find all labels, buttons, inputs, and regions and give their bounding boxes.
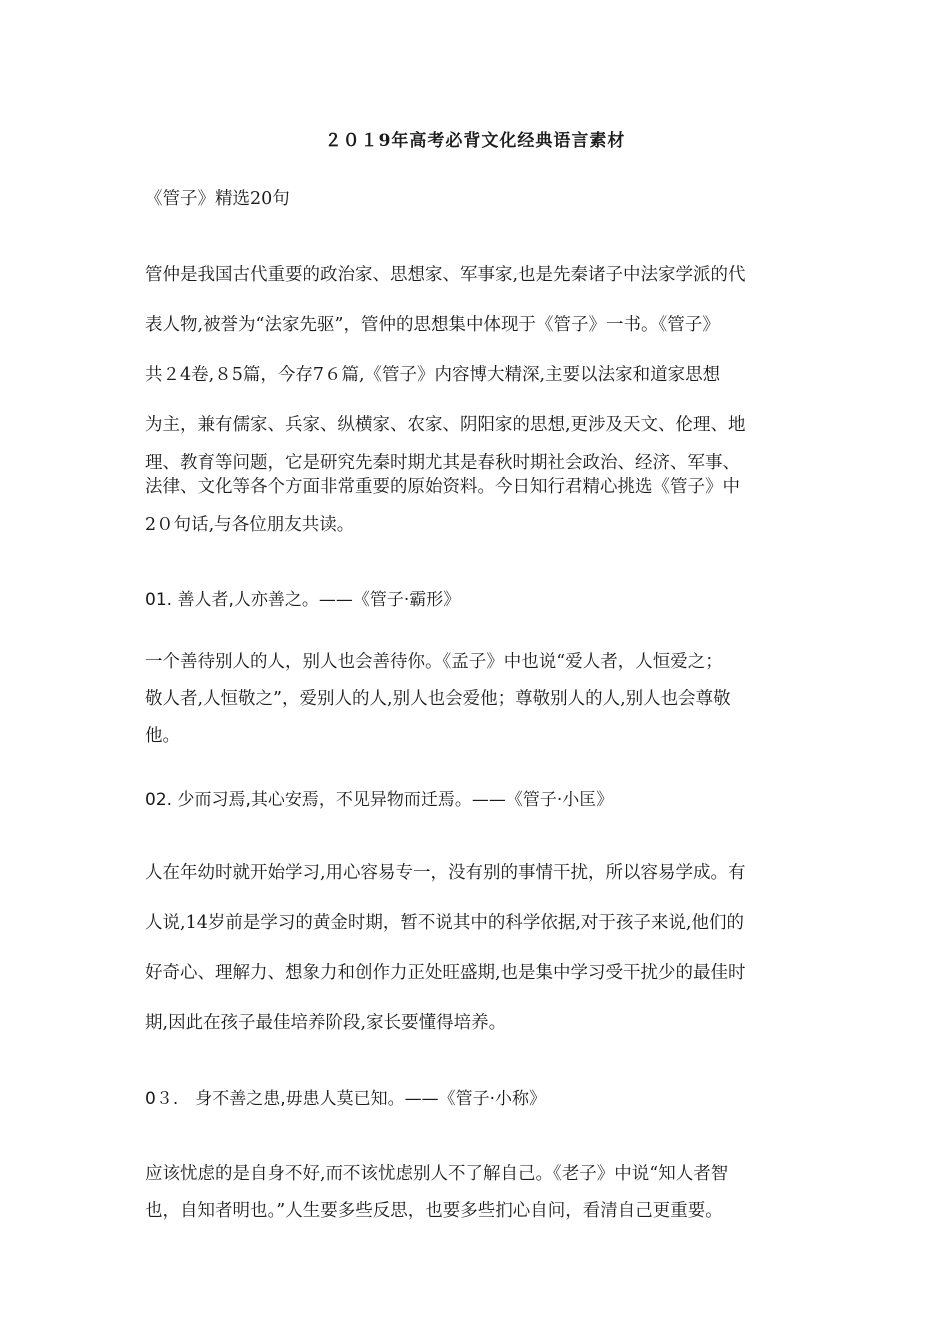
quote-explanation-line: 一个善待别人的人，别人也会善待你。《孟子》中也说“爱人者，人恒爱之； bbox=[145, 652, 723, 672]
document-title: ２０１9年高考必背文化经典语言素材 bbox=[324, 131, 626, 151]
intro-line: 表人物,被誉为“法家先驱”，管仲的思想集中体现于《管子》一书。《管子》 bbox=[145, 315, 720, 335]
quote-heading: 0３. 身不善之患,毋患人莫已知。——《管子·小称》 bbox=[145, 1089, 547, 1109]
quote-heading: 01. 善人者,人亦善之。——《管子·霸形》 bbox=[145, 590, 461, 610]
intro-line: 管仲是我国古代重要的政治家、思想家、军事家,也是先秦诸子中法家学派的代 bbox=[145, 265, 746, 285]
quote-explanation-line: 也，自知者明也。”人生要多些反思，也要多些扪心自问，看清自己更重要。 bbox=[145, 1201, 723, 1221]
intro-line: 理、教育等问题，它是研究先秦时期尤其是春秋时期社会政治、经济、军事、 bbox=[145, 453, 740, 473]
intro-line: 法律、文化等各个方面非常重要的原始资料。今日知行君精心挑选《管子》中 bbox=[145, 477, 740, 497]
quote-explanation-line: 人说,14岁前是学习的黄金时期，暂不说其中的科学依据,对于孩子来说,他们的 bbox=[145, 913, 744, 933]
intro-line: 2０句话,与各位朋友共读。 bbox=[145, 515, 355, 535]
quote-explanation-line: 敬人者,人恒敬之”，爱别人的人,别人也会爱他；尊敬别人的人,别人也会尊敬 bbox=[145, 689, 731, 709]
quote-explanation-line: 他。 bbox=[145, 726, 180, 746]
quote-explanation-line: 好奇心、理解力、想象力和创作力正处旺盛期,也是集中学习受干扰少的最佳时 bbox=[145, 963, 746, 983]
document-subtitle: 《管子》精选20句 bbox=[145, 189, 290, 209]
intro-line: 为主，兼有儒家、兵家、纵横家、农家、阴阳家的思想,更涉及天文、伦理、地 bbox=[145, 415, 746, 435]
quote-explanation-line: 人在年幼时就开始学习,用心容易专一，没有别的事情干扰，所以容易学成。有 bbox=[145, 863, 746, 883]
quote-explanation-line: 期,因此在孩子最佳培养阶段,家长要懂得培养。 bbox=[145, 1013, 507, 1033]
quote-explanation-line: 应该忧虑的是自身不好,而不该忧虑别人不了解自己。《老子》中说“知人者智 bbox=[145, 1164, 729, 1184]
quote-heading: 02. 少而习焉,其心安焉，不见异物而迁焉。——《管子·小匡》 bbox=[145, 790, 614, 810]
intro-line: 共２4卷,８5篇，今存7６篇,《管子》内容博大精深,主要以法家和道家思想 bbox=[145, 365, 721, 385]
